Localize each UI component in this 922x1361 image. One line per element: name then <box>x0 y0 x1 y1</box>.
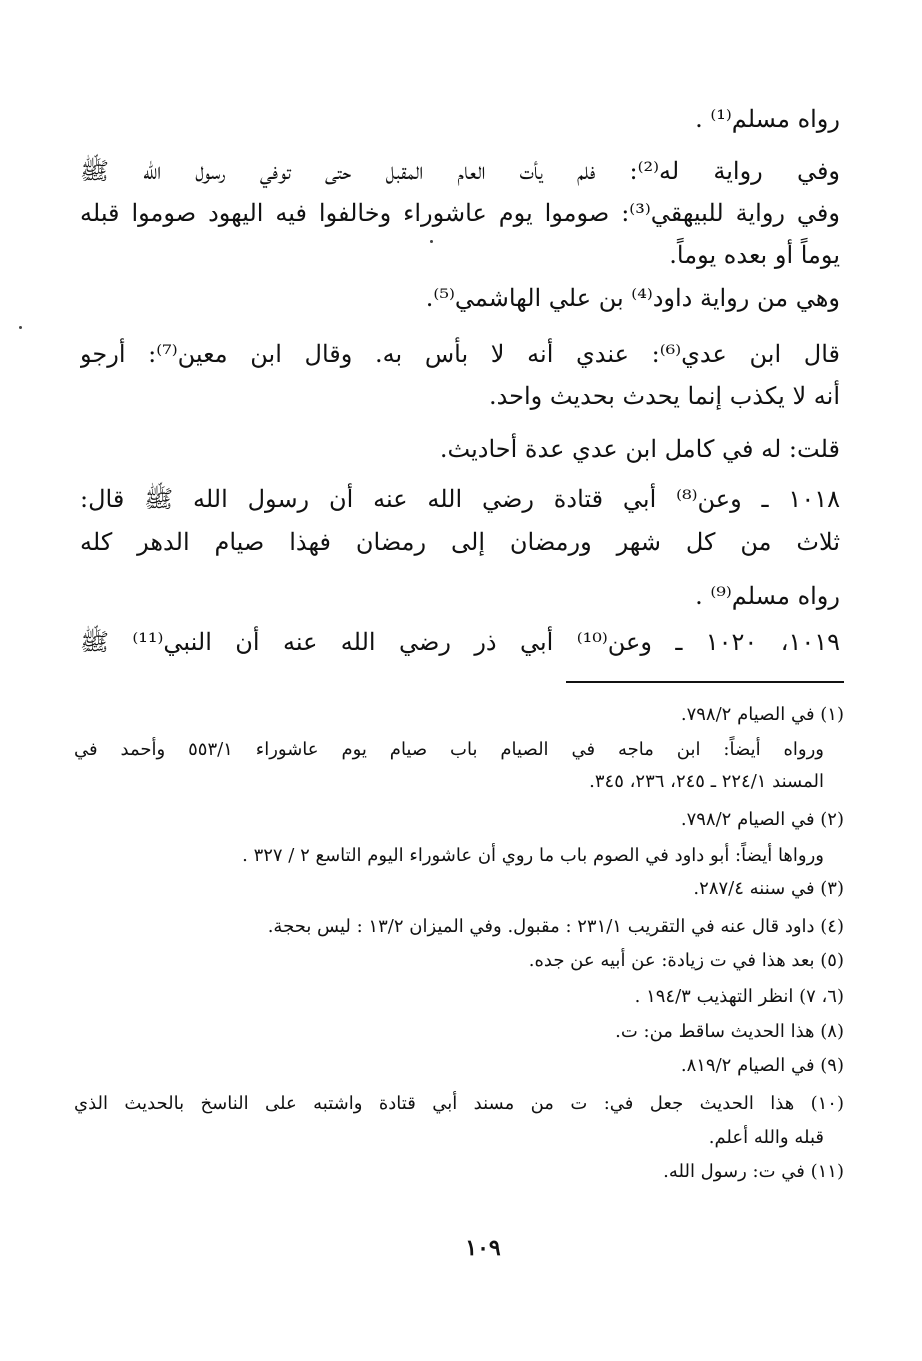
footnote-1: (١) في الصيام ٧٩٨/٢. <box>680 704 844 725</box>
text-line-11: رواه مسلم⁽⁹⁾ . <box>695 582 840 610</box>
footnote-1-cont-a: ورواه أيضاً: ابن ماجه في الصيام باب صيام يوم عاشوراء ٥٥٣/١ وأحمد في <box>74 739 824 760</box>
footnote-8: (٨) هذا الحديث ساقط من: ت. <box>615 1021 844 1042</box>
page-number: ١٠٩ <box>465 1235 501 1261</box>
text-line-1: رواه مسلم⁽¹⁾ . <box>695 105 840 133</box>
footnote-9: (٩) في الصيام ٨١٩/٢. <box>680 1055 844 1076</box>
footnote-1-cont-b: المسند ٢٢٤/١ ـ ٢٤٥، ٢٣٦، ٣٤٥. <box>589 771 824 792</box>
text-line-8: قلت: له في كامل ابن عدي عدة أحاديث. <box>439 435 840 463</box>
text-line-6: قال ابن عدي⁽⁶⁾: عندي أنه لا بأس به. وقال ابن معين⁽⁷⁾: أرجو <box>80 340 840 368</box>
footnote-5: (٥) بعد هذا في ت زيادة: عن أبيه عن جده. <box>528 950 844 971</box>
footnote-6-7: (٦، ٧) انظر التهذيب ١٩٤/٣ . <box>634 986 844 1007</box>
footnote-3: (٣) في سننه ٢٨٧/٤. <box>693 878 844 899</box>
scan-speck <box>19 326 22 329</box>
footnote-10-cont: قبله والله أعلم. <box>708 1127 824 1148</box>
footnote-11: (١١) في ت: رسول الله. <box>663 1161 844 1182</box>
footnote-4: (٤) داود قال عنه في التقريب ٢٣١/١ : مقبول. وفي الميزان ١٣/٢ : ليس بحجة. <box>267 916 844 937</box>
text-line-10: ثلاث من كل شهر ورمضان إلى رمضان فهذا صيام الدهر كله <box>80 528 840 556</box>
text-line-12: ١٠١٩، ١٠٢٠ ـ وعن⁽¹⁰⁾ أبي ذر رضي الله عنه أن النبي⁽¹¹⁾ ﷺ <box>80 628 840 656</box>
footnote-2-cont: ورواها أيضاً: أبو داود في الصوم باب ما روي أن عاشوراء اليوم التاسع ٢ / ٣٢٧ . <box>242 845 824 866</box>
footnote-separator <box>566 681 844 683</box>
text-line-4: يوماً أو بعده يوماً. <box>669 241 840 269</box>
text-line-9: ١٠١٨ ـ وعن⁽⁸⁾ أبي قتادة رضي الله عنه أن رسول الله ﷺ قال: <box>80 485 840 513</box>
footnote-10: (١٠) هذا الحديث جعل في: ت من مسند أبي قتادة واشتبه على الناسخ بالحديث الذي <box>74 1093 844 1114</box>
text-line-3: وفي رواية للبيهقي⁽³⁾: صوموا يوم عاشوراء وخالفوا فيه اليهود صوموا قبله <box>80 199 840 227</box>
scan-speck <box>430 240 433 243</box>
text-line-5: وهي من رواية داود⁽⁴⁾ بن علي الهاشمي⁽⁵⁾. <box>425 284 840 312</box>
text-line-2: وفي رواية له⁽²⁾: فلم يأت العام المقبل حتى توفي رسول الله ﷺ <box>80 157 840 185</box>
footnote-2: (٢) في الصيام ٧٩٨/٢. <box>680 809 844 830</box>
text-line-7: أنه لا يكذب إنما يحدث بحديث واحد. <box>488 382 840 410</box>
